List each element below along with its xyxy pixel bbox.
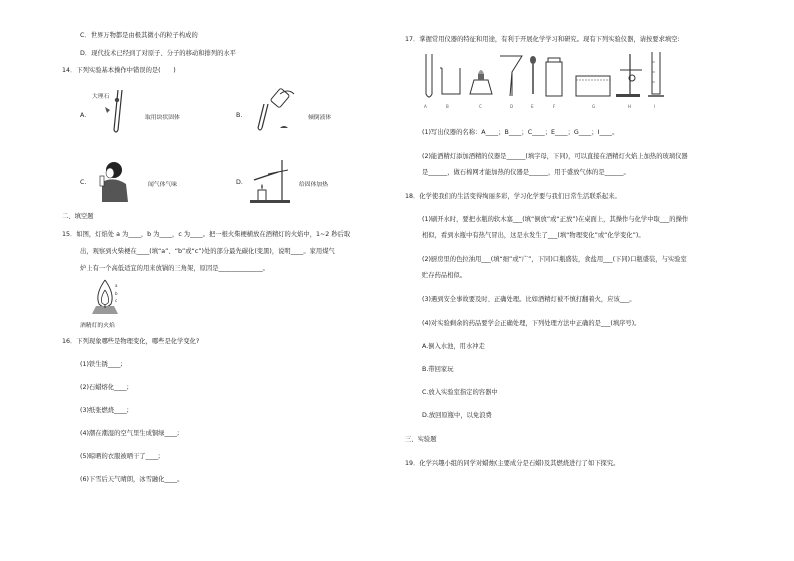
q13-option-d: D．现代技术已经到了对原子、分子的移动和排列的水平 xyxy=(80,50,236,57)
instrument-label-a: A xyxy=(424,104,427,109)
q17-sub-2-line-2: 是______，做石棉网才能加热的仪器是______，用于盛放气体的是______。 xyxy=(422,169,630,176)
q18-sub-2-line-1: (2)厨房里的色拉油用___(填“细”或“广”，下同)口瓶盛装，食盐用___(下同)口瓶盛装，与实验室 xyxy=(422,256,687,263)
q14-option-c-letter: C. xyxy=(80,179,87,186)
q16-item-6: (6)下雪后天气晴朗，冰雪融化____。 xyxy=(80,476,184,483)
svg-text:a: a xyxy=(115,283,118,288)
q16-item-4: (4)潮在潮湿的空气里生成铜绿____; xyxy=(80,430,180,437)
gas-jar-icon xyxy=(546,58,562,96)
q18-stem: 18．化学使我们的生活变得绚丽多彩，学习化学要与我们日常生活联系起来。 xyxy=(405,193,621,200)
q15-line-2: 出，观察到火柴梗在____(填“a”、“b”或“c”)处的部分最先碳化(变黑)，说明____。家用煤气 xyxy=(80,248,335,255)
instrument-label-e: E xyxy=(531,104,534,109)
q15-figure-caption: 酒精灯的火焰 xyxy=(80,323,115,329)
q16-item-1: (1)铁生锈____; xyxy=(80,361,123,368)
instrument-label-h: H xyxy=(628,104,632,109)
q14-stem: 14．下列实验基本操作中错误的是( ) xyxy=(62,67,176,74)
instrument-label-g: G xyxy=(592,104,596,109)
alcohol-lamp-flame-illustration xyxy=(88,278,122,318)
q14-option-d-letter: D. xyxy=(236,179,243,186)
q15-figure-flame xyxy=(88,278,122,320)
q14-option-b-letter: B. xyxy=(236,112,243,119)
q14-option-b-caption: 倾倒液体 xyxy=(308,115,332,121)
svg-text:b: b xyxy=(115,291,118,296)
q15-line-1: 15．如图，灯焰处 a 为____，b 为____，c 为____。把一根火柴梗横放在酒精灯的火焰中，1~2 秒后取 xyxy=(62,231,351,238)
instrument-label-c: C xyxy=(479,104,482,109)
q16-item-5: (5)晾晒的衣服被晒干了____; xyxy=(80,453,161,460)
q17-sub-2-line-1: (2)能酒精灯添加酒精的仪器是______(填字母，下同)，可以直接在酒精灯火焰上加热的玻璃仪器 xyxy=(422,153,688,160)
iron-stand-icon xyxy=(616,54,642,97)
dropper-icon xyxy=(530,56,536,94)
q14-figure-b xyxy=(250,84,300,136)
heating-solid-apparatus-illustration xyxy=(248,156,298,206)
q18-sub-4: (4)对实验剩余的药品要学会正确处理，下列处理方法中正确的是___(填序号)。 xyxy=(422,320,641,327)
q14-option-c-caption: 闻气体气味 xyxy=(148,182,177,188)
q18-sub-1-line-2: 相似，看到水瓶中有热气冒出，这是水发生了___(填“物理变化”或“化学变化”)。 xyxy=(422,232,645,239)
q13-option-c: C．世界万物都是由极其微小的粒子构成的 xyxy=(80,32,198,39)
section-2-heading: 二、填空题 xyxy=(62,213,94,220)
instrument-label-b: B xyxy=(446,104,449,109)
q17-instrument-row xyxy=(420,50,680,114)
q14-figure-d xyxy=(248,156,298,208)
section-3-heading: 三、实验题 xyxy=(405,436,437,443)
q18-option-d: D.放回原瓶中，以免浪费 xyxy=(422,412,492,419)
water-trough-icon xyxy=(576,76,610,96)
lab-instruments-illustration xyxy=(420,50,680,112)
q17-stem: 17．掌握常用仪器的特征和用途，有利于开展化学学习和研究。现有下列实验仪器，请按要求填空: xyxy=(405,36,680,43)
q16-item-3: (3)纸张燃烧____; xyxy=(80,407,129,414)
q18-option-a: A.倒入水池，用水冲走 xyxy=(422,343,485,350)
q14-figure-a-label: 大理石 xyxy=(92,94,110,100)
test-tube-icon xyxy=(426,54,432,97)
q14-option-a-caption: 取用块状固体 xyxy=(145,115,180,121)
pouring-liquid-illustration xyxy=(250,84,300,134)
q15-line-3: 炉上有一个高低适宜的用来放锅的三角架，原因是______________。 xyxy=(80,265,269,272)
svg-text:c: c xyxy=(115,298,118,303)
q14-option-d-caption: 给固体加热 xyxy=(299,182,328,188)
graduated-cylinder-icon xyxy=(648,52,664,96)
q14-figure-c xyxy=(94,158,130,204)
instrument-label-d: D xyxy=(510,104,514,109)
q17-sub-1: (1)写出仪器的名称：A____；B____；C____；E____；G____；I____。 xyxy=(422,129,619,136)
person-smelling-gas-illustration xyxy=(94,158,130,202)
q18-sub-1-line-1: (1)刷开水时，要把水瓶的软木塞___(填“倒放”或“正放”)在桌面上，其操作与化学中取___的操作 xyxy=(422,216,689,223)
q16-item-2: (2)石蜡熔化____; xyxy=(80,384,129,391)
q14-option-a-letter: A. xyxy=(80,112,87,119)
q18-option-b: B.带回家玩 xyxy=(422,366,454,373)
q18-option-c: C.放入实验室指定的容器中 xyxy=(422,389,498,396)
instrument-label-f: F xyxy=(553,104,556,109)
q16-stem: 16．下列现象哪些是物理变化，哪些是化学变化? xyxy=(62,338,200,345)
q19-stem: 19．化学兴趣小组的同学对蜡烛(主要成分是石蜡)及其燃烧进行了如下探究。 xyxy=(405,460,620,467)
q18-sub-2-line-2: 贮存药品相似。 xyxy=(422,272,467,279)
alcohol-lamp-icon xyxy=(470,70,492,94)
funnel-icon xyxy=(500,56,522,96)
beaker-icon xyxy=(440,68,460,94)
q18-sub-3: (3)遇到安全事故要及时、正确处理。比如酒精灯被不慎打翻着火，应该___。 xyxy=(422,296,636,303)
instrument-label-i: I xyxy=(654,104,656,109)
